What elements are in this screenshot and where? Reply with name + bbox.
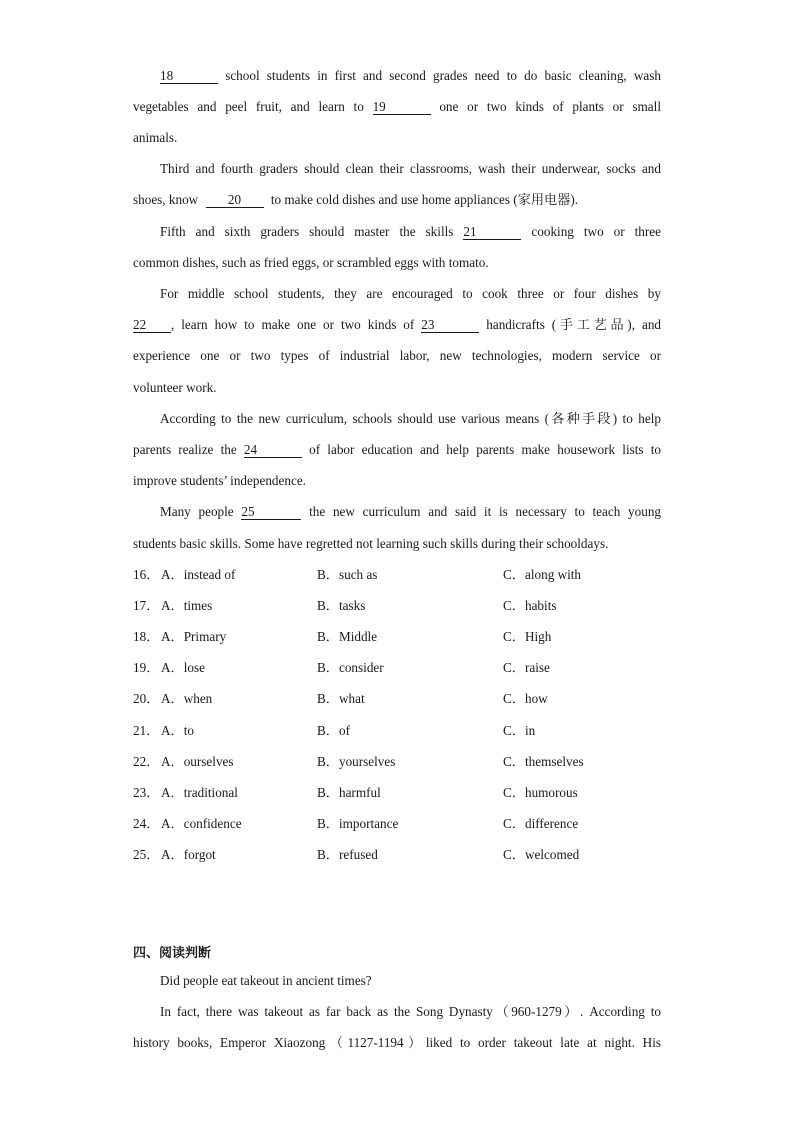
passage-line: experience one or two types of industrial labor, new technologies, modern service or [133, 348, 661, 363]
option-row [133, 689, 661, 709]
option-row [133, 721, 661, 741]
text: school students in first and second grades need to do basic cleaning, wash [225, 68, 662, 83]
option-c: C．in [503, 722, 536, 738]
blank-20: 20 [206, 193, 264, 208]
text: Many people [160, 504, 234, 519]
text: handicrafts (手工艺品), and [486, 317, 662, 332]
option-row [133, 658, 661, 678]
blank-24: 24 [244, 443, 302, 458]
option-a: 22． [133, 753, 160, 769]
option-a: 25． [133, 846, 160, 862]
option-row [133, 565, 661, 585]
option-a-text: A．Primary [161, 629, 227, 645]
passage-line: In fact, there was takeout as far back as the Song Dynasty（960-1279）. According to [160, 1004, 661, 1019]
option-c: C．raise [503, 660, 550, 676]
option-a-text: A．ourselves [161, 753, 234, 769]
option-c: C．habits [503, 598, 557, 614]
blank-21: 21 [463, 225, 521, 240]
option-b: B．harmful [317, 784, 381, 800]
text: cooking two or three [531, 224, 662, 239]
option-a-text: A．to [161, 722, 194, 738]
passage-line [133, 190, 661, 210]
passage-line: According to the new curriculum, schools should use various means (各种手段) to help [160, 411, 661, 426]
passage-line [133, 222, 661, 242]
option-row [133, 752, 661, 772]
option-a-text: A．traditional [161, 784, 238, 800]
blank-18: 18 [160, 69, 218, 84]
blank-23: 23 [421, 318, 479, 333]
text: shoes, know [133, 192, 199, 207]
option-b: B．such as [317, 567, 378, 582]
text: vegetables and peel fruit, and learn to [133, 99, 364, 114]
passage-line: students basic skills. Some have regretted not learning such skills during their schooldays. [133, 536, 609, 551]
passage-line [133, 66, 661, 86]
option-a: 19． [133, 660, 160, 676]
option-a-text: A．instead of [161, 567, 236, 582]
option-c: C．along with [503, 567, 582, 582]
passage-line [133, 440, 661, 460]
blank-25: 25 [241, 505, 301, 520]
text: the new curriculum and said it is necessary to teach young [309, 504, 662, 519]
blank-22: 22 [133, 318, 171, 333]
option-c: C．welcomed [503, 846, 580, 862]
text: to make cold dishes and use home appliances (家用电器). [270, 192, 579, 207]
option-row [133, 814, 661, 834]
passage-line: For middle school students, they are encouraged to cook three or four dishes by [160, 286, 661, 301]
passage-line: volunteer work. [133, 380, 217, 395]
option-row [133, 596, 661, 616]
option-b: B．tasks [317, 598, 366, 614]
text: , learn how to make one or two kinds of [171, 317, 415, 332]
option-a: 17． [133, 598, 160, 614]
option-a: 21． [133, 722, 160, 738]
text: parents realize the [133, 442, 237, 457]
option-b: B．what [317, 691, 365, 707]
passage-line: history books, Emperor Xiaozong（1127-1194）liked to order takeout late at night. His [133, 1035, 661, 1050]
passage-line [133, 502, 661, 522]
option-a: 16． [133, 567, 160, 582]
option-c: C．how [503, 691, 548, 707]
section-title: 四、阅读判断 [133, 946, 212, 961]
option-b: B．of [317, 722, 350, 738]
option-a: 20． [133, 691, 160, 707]
option-c: C．humorous [503, 784, 578, 800]
option-a-text: A．confidence [161, 815, 242, 831]
passage-line: common dishes, such as fried eggs, or scrambled eggs with tomato. [133, 255, 489, 270]
passage-line: Did people eat takeout in ancient times? [160, 973, 372, 988]
option-b: B．Middle [317, 629, 378, 645]
option-row [133, 845, 661, 865]
option-a-text: A．times [161, 598, 213, 614]
option-c: C．High [503, 629, 552, 645]
blank-19: 19 [373, 100, 431, 115]
passage-line: Third and fourth graders should clean their classrooms, wash their underwear, socks and [160, 161, 661, 176]
option-b: B．yourselves [317, 753, 396, 769]
option-c: C．difference [503, 815, 579, 831]
passage-line [133, 315, 661, 335]
option-c: C．themselves [503, 753, 584, 769]
option-row [133, 783, 661, 803]
text: one or two kinds of plants or small [439, 99, 661, 114]
option-a-text: A．forgot [161, 846, 216, 862]
option-a-text: A．lose [161, 660, 205, 676]
text: Fifth and sixth graders should master the skills [160, 224, 454, 239]
passage-line: improve students’ independence. [133, 473, 306, 488]
option-b: B．consider [317, 660, 384, 676]
text: of labor education and help parents make housework lists to [309, 442, 661, 457]
option-row [133, 627, 661, 647]
option-a: 18． [133, 629, 160, 645]
option-b: B．refused [317, 846, 378, 862]
passage-line [133, 97, 661, 117]
passage-line: animals. [133, 130, 178, 145]
option-b: B．importance [317, 815, 399, 831]
option-a: 23． [133, 784, 160, 800]
option-a-text: A．when [161, 691, 213, 707]
option-a: 24． [133, 815, 160, 831]
